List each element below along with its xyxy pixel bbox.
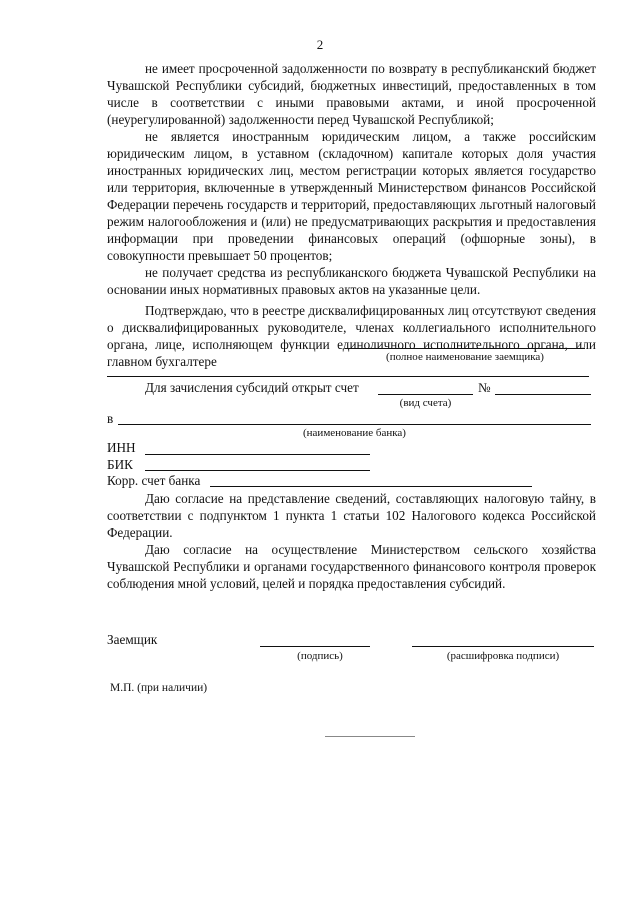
account-label: Для зачисления субсидий открыт счет: [145, 380, 359, 395]
account-number-line[interactable]: [495, 394, 591, 395]
corr-account-label: Корр. счет банка: [107, 473, 201, 488]
bank-prefix: в: [107, 411, 114, 426]
caption-account-type: (вид счета): [399, 397, 452, 409]
inn-line[interactable]: [145, 454, 370, 455]
caption-borrower-name: (полное наименование заемщика): [386, 351, 544, 363]
account-type-line[interactable]: [378, 394, 473, 395]
paragraph-not-foreign-entity: не является иностранным юридическим лицом, а также российским юридическим лицом, в уставном (складочном) капитале которых доля участия иностранных юридических лиц, местом регистрации которых является государство или территория, включенные в утвержденный Министерством финансов Российской Федерации перечень государств и территорий, предоставляющих льготный налоговый режим налогообложения и (или) не предусматривающих раскрытия и предоставления информации при проведении финансовых операций (офшорные зоны), в совокупности превышает 50 процентов;: [107, 129, 596, 263]
paragraph-disqualification-confirm: Подтверждаю, что в реестре дисквалифицированных лиц отсутствуют сведения о дисквалифицированных руководителе, членах коллегиального исполнительного органа, лице, исполняющем функции единоличного исполнительного органа, или главном бухгалтере: [107, 303, 596, 369]
inn-label: ИНН: [107, 440, 136, 455]
signature-decoding-line[interactable]: [412, 646, 594, 647]
number-sign: №: [478, 380, 491, 395]
corr-account-line[interactable]: [210, 486, 532, 487]
bank-name-line[interactable]: [118, 424, 591, 425]
bik-line[interactable]: [145, 470, 370, 471]
consent-tax-secret: Даю согласие на представление сведений, составляющих налоговую тайну, в соответствии с подпунктом 1 пункта 1 статьи 102 Налогового кодекса Российской Федерации.: [107, 491, 596, 540]
signature-line[interactable]: [260, 646, 370, 647]
borrower-name-line-2[interactable]: [107, 376, 589, 377]
consents-block: [107, 490, 596, 592]
caption-bank-name: (наименование банка): [303, 427, 406, 439]
caption-signature: (подпись): [297, 650, 343, 662]
caption-signature-decoding: (расшифровка подписи): [446, 650, 560, 662]
paragraph-no-other-funds: не получает средства из республиканского бюджета Чувашской Республики на основании иных нормативных правовых актов на указанные цели.: [107, 265, 596, 297]
document-body: [107, 60, 596, 370]
stamp-note: М.П. (при наличии): [110, 682, 208, 694]
page-number: 2: [316, 37, 324, 52]
consent-inspections: Даю согласие на осуществление Министерством сельского хозяйства Чувашской Республики и органами государственного финансового контроля проверок соблюдения мной условий, целей и порядка предоставления субсидий.: [107, 542, 596, 591]
borrower-label: Заемщик: [107, 632, 158, 647]
paragraph-no-overdue-debt: не имеет просроченной задолженности по возврату в республиканский бюджет Чувашской Республики субсидий, бюджетных инвестиций, предоставленных в том числе в соответствии с иными правовыми актами, и иной просроченной (неурегулированной) задолженности перед Чувашской Республикой;: [107, 61, 596, 127]
end-divider: [325, 736, 415, 737]
borrower-name-line-1[interactable]: [345, 348, 585, 349]
bik-label: БИК: [107, 457, 133, 472]
